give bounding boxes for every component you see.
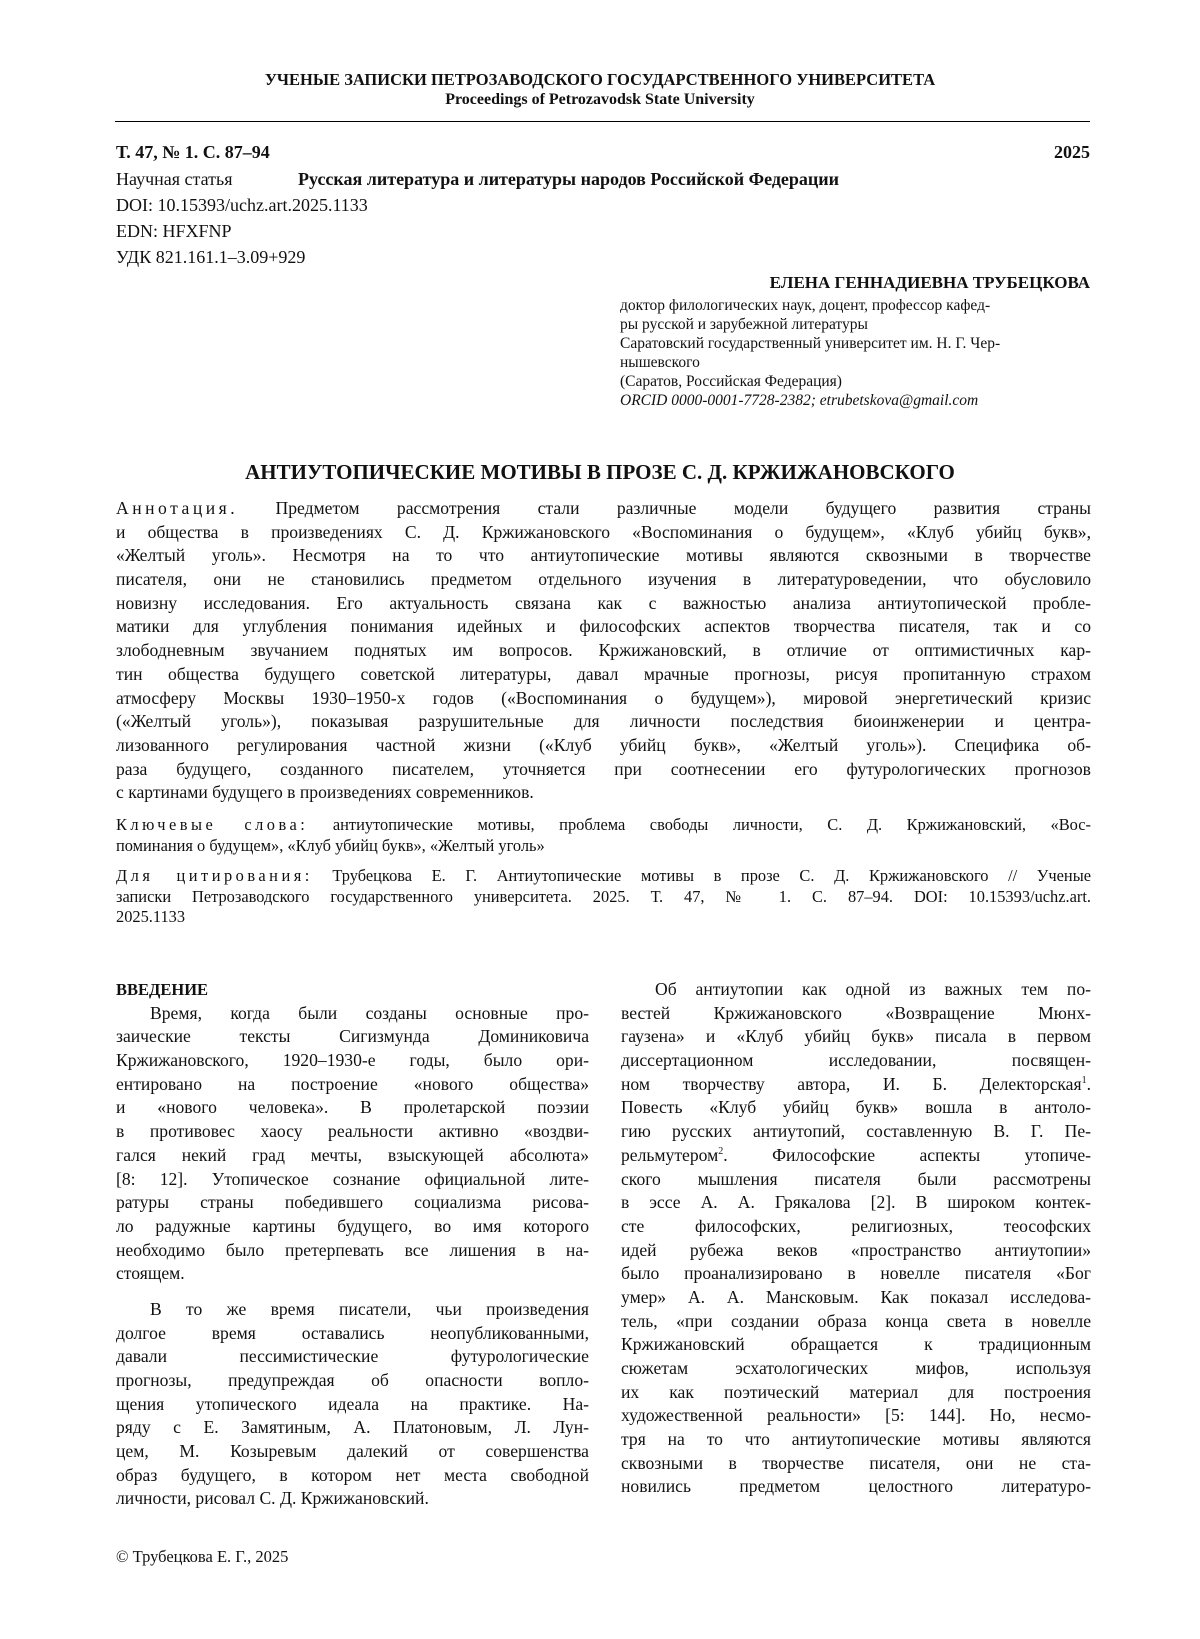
citation bbox=[116, 866, 1091, 928]
body-line: ратуры страны победившего социализма рисова- bbox=[116, 1192, 589, 1213]
author-line: ры русской и зарубежной литературы bbox=[620, 316, 868, 333]
author-line: (Саратов, Российская Федерация) bbox=[620, 373, 842, 390]
author-line: Саратовский государственный университет им. Н. Г. Чер- bbox=[620, 335, 1001, 352]
abstract-line: писателя, они не становились предметом отдельного изучения в литературоведении, что обусловило bbox=[116, 569, 1091, 590]
body-line: умер» А. А. Мансковым. Как показал исследова- bbox=[621, 1286, 1091, 1307]
body-line: идей рубежа веков «пространство антиутопии» bbox=[621, 1239, 1091, 1260]
body-line: сте философских, религиозных, теософских bbox=[621, 1215, 1091, 1236]
body-line: диссертационном исследовании, посвящен- bbox=[621, 1050, 1091, 1071]
doi: DOI: 10.15393/uchz.art.2025.1133 bbox=[116, 195, 368, 215]
body-line: вестей Кржижановского «Возвращение Мюнх- bbox=[621, 1002, 1091, 1023]
body-line: в эссе А. А. Грякалова [2]. В широком контек- bbox=[621, 1192, 1091, 1213]
edn: EDN: HFXFNP bbox=[116, 221, 232, 241]
abstract bbox=[116, 497, 1091, 805]
body-line: образ будущего, в котором нет места свободной bbox=[116, 1464, 589, 1485]
body-line: необходимо было претерпевать все лишения в на- bbox=[116, 1239, 589, 1260]
body-line: Повесть «Клуб убийц букв» вошла в антоло- bbox=[621, 1097, 1091, 1118]
body-line: долгое время оставались неопубликованными, bbox=[116, 1322, 589, 1343]
body-line: заические тексты Сигизмунда Доминиковича bbox=[116, 1026, 589, 1047]
abstract-line: атмосферу Москвы 1930–1950-х годов («Воспоминания о будущем»), мировой энергетический кризис bbox=[116, 687, 1091, 708]
body-line: ло радужные картины будущего, во имя которого bbox=[116, 1215, 589, 1236]
body-line: гался некий град мечты, взыскующей абсолюта» bbox=[116, 1144, 589, 1165]
body-line: стоящем. bbox=[116, 1263, 185, 1284]
journal-title: УЧЕНЫЕ ЗАПИСКИ ПЕТРОЗАВОДСКОГО ГОСУДАРСТВЕННОГО УНИВЕРСИТЕТА bbox=[264, 70, 936, 89]
body-right-column bbox=[621, 978, 1091, 1499]
body-line: [8: 12]. Утопическое сознание официальной лите- bbox=[116, 1168, 589, 1189]
paragraph-gap bbox=[116, 1286, 589, 1298]
body-line: сюжетам эсхатологических мифов, используя bbox=[621, 1358, 1091, 1378]
abstract-line: лизованного регулирования частной жизни («Клуб убийц букв», «Желтый уголь»). Специфика об- bbox=[116, 734, 1091, 755]
citation-line: 2025.1133 bbox=[116, 907, 186, 926]
keywords-label: Ключевые слова: bbox=[116, 815, 309, 834]
body-line: художественной реальности» [5: 144]. Но, несмо- bbox=[621, 1405, 1091, 1426]
footnote-ref[interactable]: 2 bbox=[718, 1145, 724, 1157]
abstract-line: Аннотация. Предметом рассмотрения стали различные модели будущего развития страны bbox=[116, 498, 1091, 518]
author-affiliation bbox=[620, 296, 1095, 410]
body-line: цем, М. Козыревым далекий от совершенства bbox=[116, 1441, 589, 1462]
abstract-line: тин общества будущего советской литературы, давал мрачные прогнозы, рисуя пропитанную страхом bbox=[116, 663, 1091, 684]
section-heading: ВВЕДЕНИЕ bbox=[116, 980, 209, 999]
body-line: прогнозы, предупреждая об опасности вопло- bbox=[116, 1370, 589, 1390]
body-line: их как поэтический материал для построения bbox=[621, 1381, 1091, 1402]
body-line: новились предметом целостного литературо- bbox=[621, 1476, 1091, 1497]
body-line: ном творчеству автора, И. Б. Делекторская$^1$. bbox=[621, 1073, 1091, 1094]
abstract-line: раза будущего, созданного писателем, уточняется при соотнесении его футурологических прогнозов bbox=[116, 758, 1091, 779]
abstract-line: «Желтый уголь». Несмотря на то что антиутопические мотивы являются сквозными в творчестве bbox=[116, 545, 1091, 566]
author-orcid: ORCID 0000-0001-7728-2382; etrubetskova@gmail.com bbox=[620, 392, 979, 409]
body-line: ряду с Е. Замятиным, А. Платоновым, Л. Лун- bbox=[116, 1417, 589, 1438]
body-line: и «нового человека». В пролетарской поэзии bbox=[116, 1097, 589, 1118]
body-line: сквозными в творчестве писателя, они не ста- bbox=[621, 1452, 1091, 1473]
keywords-line: поминания о будущем», «Клуб убийц букв», «Желтый уголь» bbox=[116, 835, 545, 855]
keywords-line: Ключевые слова: антиутопические мотивы, проблема свободы личности, С. Д. Кржижановский, «Вос- bbox=[116, 815, 1091, 834]
author-line: нышевского bbox=[620, 354, 700, 371]
body-line: в противовес хаосу реальности активно «воздви- bbox=[116, 1121, 589, 1142]
udk: УДК 821.161.1–3.09+929 bbox=[116, 247, 306, 267]
body-line: гию русских антиутопий, составленную В. Г. Пе- bbox=[621, 1121, 1091, 1142]
abstract-line: злободневным звучанием поднятых им вопросов. Кржижановский, в отличие от оптимистичных кар- bbox=[116, 640, 1091, 661]
abstract-label: Аннотация. bbox=[116, 498, 239, 518]
article-type: Научная статья bbox=[116, 169, 233, 189]
body-line: Кржижановского, 1920–1930-е годы, было ори- bbox=[116, 1050, 589, 1071]
body-line: давали пессимистические футурологические bbox=[116, 1346, 589, 1367]
abstract-line: матики для углубления понимания идейных и философских аспектов творчества писателя, так и со bbox=[116, 616, 1091, 637]
footnote-ref[interactable]: 1 bbox=[1081, 1074, 1087, 1086]
header-rule bbox=[115, 121, 1090, 122]
body-line: тель, «при создании образа конца света в новелле bbox=[621, 1310, 1091, 1331]
article-title: АНТИУТОПИЧЕСКИЕ МОТИВЫ В ПРОЗЕ С. Д. КРЖИЖАНОВСКОГО bbox=[245, 460, 955, 484]
abstract-line: с картинами будущего в произведениях современников. bbox=[116, 782, 534, 803]
issue-volume: Т. 47, № 1. С. 87–94 bbox=[116, 142, 270, 162]
issue-year: 2025 bbox=[1054, 142, 1090, 162]
body-line: тря на то что антиутопические мотивы являются bbox=[621, 1429, 1091, 1450]
body-line: личности, рисовал С. Д. Кржижановский. bbox=[116, 1488, 429, 1509]
body-line: В то же время писатели, чьи произведения bbox=[150, 1298, 589, 1319]
section-title: Русская литература и литературы народов Российской Федерации bbox=[298, 169, 840, 189]
body-line: рельмутером$^2$. Философские аспекты утопиче- bbox=[621, 1144, 1091, 1165]
abstract-line: («Желтый уголь»), показывая разрушительные для личности последствия биоинженерии и центра- bbox=[116, 711, 1091, 732]
author-name: ЕЛЕНА ГЕННАДИЕВНА ТРУБЕЦКОВА bbox=[769, 273, 1090, 292]
keywords bbox=[116, 815, 1091, 856]
body-line: было проанализировано в новелле писателя «Бог bbox=[621, 1263, 1091, 1284]
body-line: Кржижановский обращается к традиционным bbox=[621, 1334, 1091, 1355]
body-line: ского мышления писателя были рассмотрены bbox=[621, 1168, 1091, 1189]
body-line: Время, когда были созданы основные про- bbox=[150, 1002, 589, 1023]
abstract-line: и общества в произведениях С. Д. Кржижановского «Воспоминания о будущем», «Клуб убийц букв», bbox=[116, 521, 1091, 542]
author-line: доктор филологических наук, доцент, профессор кафед- bbox=[620, 297, 991, 314]
body-left-column bbox=[116, 978, 589, 1511]
citation-label: Для цитирования: bbox=[116, 866, 313, 885]
body-line: Об антиутопии как одной из важных тем по- bbox=[655, 979, 1091, 999]
body-line: щения утопического идеала на практике. На- bbox=[116, 1393, 589, 1414]
citation-line: Для цитирования: Трубецкова Е. Г. Антиутопические мотивы в прозе С. Д. Кржижановского // Ученые bbox=[116, 866, 1091, 885]
body-line: ентировано на построение «нового общества» bbox=[116, 1073, 589, 1094]
abstract-line: новизну исследования. Его актуальность связана как с важностью анализа антиутопической пробле- bbox=[116, 592, 1091, 613]
copyright: © Трубецкова Е. Г., 2025 bbox=[116, 1547, 289, 1566]
body-line: гаузена» и «Клуб убийц букв» писала в первом bbox=[621, 1026, 1091, 1047]
citation-line: записки Петрозаводского государственного университета. 2025. Т. 47, № 1. С. 87–94. DOI: 10.15393/uchz.art. bbox=[116, 886, 1091, 906]
journal-subtitle: Proceedings of Petrozavodsk State University bbox=[445, 91, 755, 108]
